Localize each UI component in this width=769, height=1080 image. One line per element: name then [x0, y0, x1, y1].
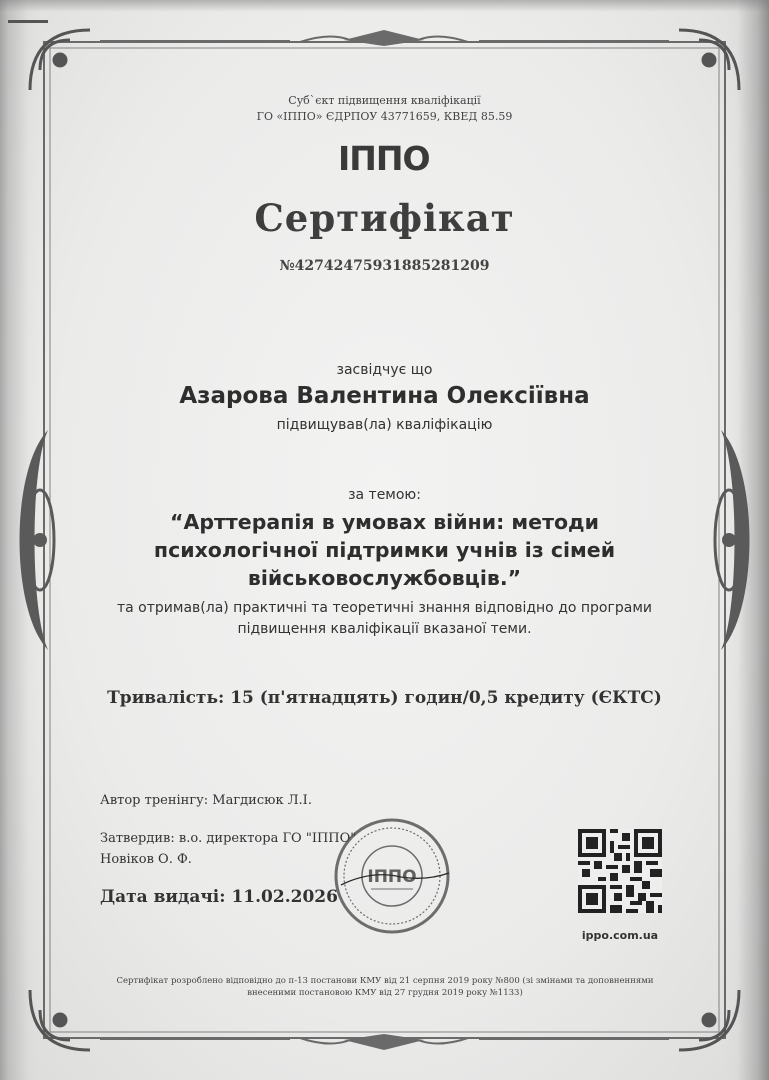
qr-code: [578, 829, 662, 913]
issue-date: Дата видачі: 11.02.2026: [100, 887, 338, 907]
round-seal-stamp: [331, 815, 453, 937]
received-line-1: та отримав(ла) практичні та теоретичні знання відповідно до програми: [117, 600, 652, 616]
bottom-ornament: [100, 1034, 669, 1050]
issuer-info: [0, 93, 769, 125]
ippo-logo: [336, 140, 448, 174]
training-author: Автор тренінгу: Магдисюк Л.І.: [100, 793, 312, 808]
recipient-name: Азарова Валентина Олексіївна: [179, 383, 590, 409]
top-ornament: [100, 30, 669, 46]
topic-line-1: “Арттерапія в умовах війни: методи: [170, 510, 599, 534]
seal-text: ІППО: [367, 867, 417, 887]
issuer-line-1: Суб`єкт підвищення кваліфікації: [288, 94, 481, 107]
legal-footer: [110, 975, 660, 999]
duration: Тривалість: 15 (п'ятнадцять) годин/0,5 кредиту (ЄКТС): [107, 688, 662, 708]
received-knowledge-text: [0, 598, 769, 640]
corner-ornament-tl: [30, 30, 90, 90]
approved-by: [100, 828, 356, 870]
received-line-2: підвищення кваліфікації вказаної теми.: [237, 621, 532, 637]
footer-line-1: Сертифікат розроблено відповідно до п-13 постанови КМУ від 21 серпня 2019 року №800 (зі змінами та доповненнями: [116, 976, 654, 986]
corner-ornament-bl: [30, 990, 90, 1050]
topic-line-3: військовослужбовців.”: [247, 566, 522, 590]
topic-line-2: психологічної підтримки учнів із сімей: [153, 538, 616, 562]
topic-title: [0, 508, 769, 592]
certificate-number: №427424759318852812​09: [279, 258, 490, 274]
logo-text: ІППО: [338, 140, 430, 174]
raised-qualification-label: підвищував(ла) кваліфікацію: [276, 417, 493, 433]
website-link[interactable]: ippo.com.ua: [581, 929, 659, 942]
approved-line-1: Затвердив: в.о. директора ГО "ІППО": [100, 831, 357, 846]
certificate-title: Сертифікат: [254, 196, 515, 240]
footer-line-2: внесеними постановою КМУ від 27 грудня 2019 року №1133): [247, 988, 523, 998]
corner-ornament-tr: [679, 30, 739, 90]
topic-label: за темою:: [348, 487, 421, 503]
approved-line-2: Новіков О. Ф.: [100, 852, 192, 867]
certifies-label: засвідчує що: [336, 362, 433, 378]
issuer-line-2: ГО «ІППО» ЄДРПОУ 43771659, КВЕД 85.59: [256, 110, 513, 123]
corner-ornament-br: [679, 990, 739, 1050]
